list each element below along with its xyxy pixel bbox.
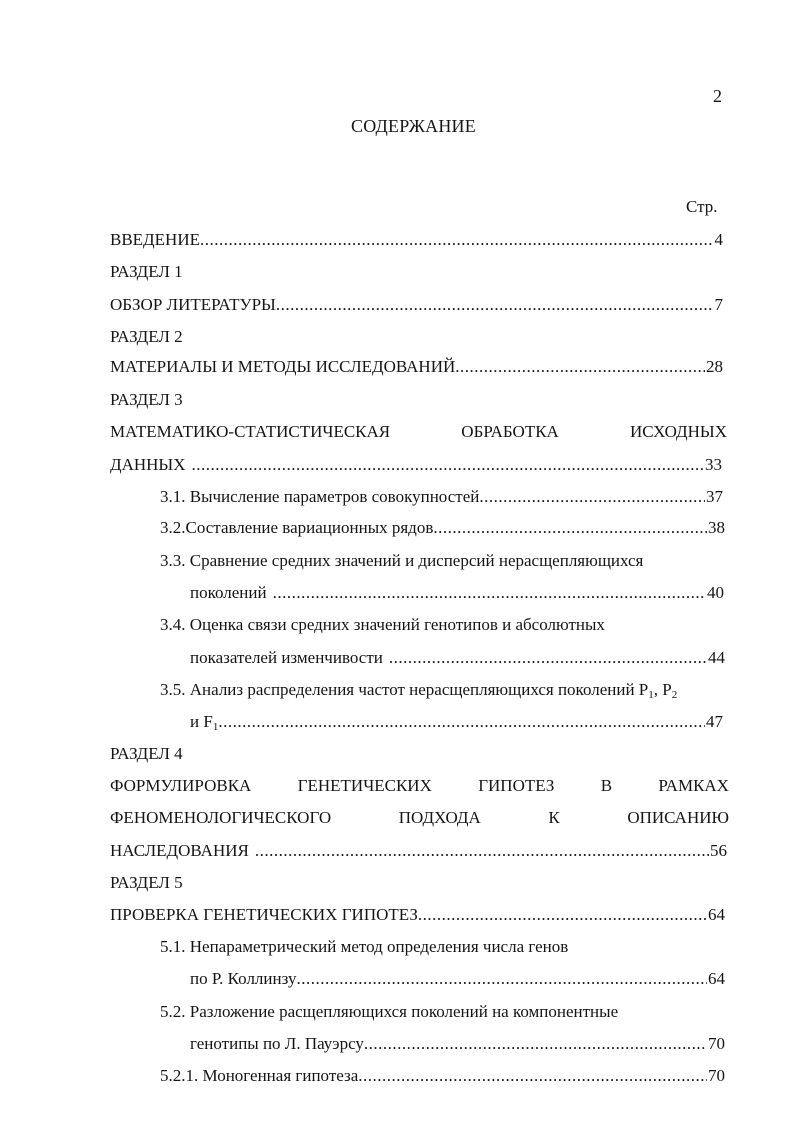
title-word: ОПИСАНИЮ	[627, 808, 729, 827]
toc-entry-title: ОБЗОР ЛИТЕРАТУРЫ	[110, 295, 276, 314]
toc-entry-3-5-line1	[160, 678, 677, 702]
toc-entry-section-3	[110, 453, 722, 477]
page-column-label: Стр.	[686, 197, 718, 216]
title-word: ФОРМУЛИРОВКА	[110, 776, 252, 795]
section-2-label: РАЗДЕЛ 2	[110, 327, 183, 346]
toc-entry-5-2	[190, 1032, 725, 1056]
entry-text: , P	[653, 680, 672, 699]
title-word: РАМКАХ	[658, 776, 729, 795]
title-word: ПОДХОДА	[398, 808, 481, 827]
title-word: К	[548, 808, 560, 827]
leader-dots	[276, 293, 714, 317]
toc-entry-3-1	[160, 485, 723, 509]
section-4-label: РАЗДЕЛ 4	[110, 744, 183, 763]
leader-dots	[200, 228, 714, 252]
subscript: 2	[671, 689, 678, 701]
toc-page-number: 64	[708, 905, 725, 924]
section-1-label: РАЗДЕЛ 1	[110, 262, 183, 281]
entry-text: и F	[190, 712, 213, 731]
leader-dots	[255, 839, 709, 863]
title-word: МАТЕМАТИКО-СТАТИСТИЧЕСКАЯ	[110, 422, 391, 441]
leader-dots	[433, 516, 707, 540]
toc-page-number: 40	[707, 583, 724, 602]
toc-entry-3-3-line1: 3.3. Сравнение средних значений и дисперсий нерасщепляющихся	[160, 551, 644, 570]
toc-page-number: 28	[706, 357, 723, 376]
toc-page-number: 37	[706, 487, 723, 506]
toc-page-number: 38	[708, 518, 725, 537]
leader-dots	[418, 903, 707, 927]
toc-entry-title: ДАННЫХ	[110, 455, 186, 474]
document-title: СОДЕРЖАНИЕ	[351, 116, 476, 136]
toc-entry-5-1	[190, 967, 725, 991]
toc-entry-title: 5.2.1. Моногенная гипотеза	[160, 1066, 359, 1085]
leader-dots	[479, 485, 705, 509]
toc-entry-title	[190, 710, 218, 734]
leader-dots	[389, 646, 707, 670]
toc-page-number: 7	[714, 295, 723, 314]
title-word: В	[600, 776, 613, 795]
toc-entry-5-2-line1: 5.2. Разложение расщепляющихся поколений на компонентные	[160, 1002, 619, 1021]
leader-dots	[192, 453, 704, 477]
toc-page-number: 33	[705, 455, 722, 474]
toc-page-number: 56	[710, 841, 727, 860]
entry-text: 3.5. Анализ распределения частот нерасщепляющихся поколений P	[160, 680, 649, 699]
leader-dots	[273, 581, 706, 605]
toc-entry-5-2-1	[160, 1064, 725, 1088]
toc-entry-3-4-line1: 3.4. Оценка связи средних значений генотипов и абсолютных	[160, 615, 605, 634]
toc-page-number: 44	[708, 648, 725, 667]
toc-entry-section-1	[110, 293, 723, 317]
section-4-title-line1	[110, 774, 729, 798]
section-5-label: РАЗДЕЛ 5	[110, 873, 183, 892]
title-word: ФЕНОМЕНОЛОГИЧЕСКОГО	[110, 808, 332, 827]
title-word: ГЕНЕТИЧЕСКИХ	[297, 776, 432, 795]
toc-page-number: 47	[706, 712, 723, 731]
subscript: 1	[212, 721, 219, 733]
toc-page-number: 4	[714, 230, 723, 249]
title-word: ГИПОТЕЗ	[478, 776, 555, 795]
toc-entry-section-5	[110, 903, 725, 927]
toc-entry-title: 3.2.Составление вариационных рядов	[160, 518, 434, 537]
toc-entry-intro	[110, 228, 723, 252]
title-word: ИСХОДНЫХ	[629, 422, 727, 441]
section-4-title-line2	[110, 806, 729, 830]
toc-entry-3-4	[190, 646, 725, 670]
toc-page-number: 70	[708, 1066, 725, 1085]
toc-entry-title: ВВЕДЕНИЕ	[110, 230, 200, 249]
toc-entry-title: показателей изменчивости	[190, 648, 383, 667]
toc-entry-5-1-line1: 5.1. Непараметрический метод определения числа генов	[160, 937, 569, 956]
page-number: 2	[713, 86, 722, 106]
section-3-title-line1	[110, 420, 727, 444]
leader-dots	[358, 1064, 707, 1088]
subscript: 1	[648, 689, 654, 701]
title-word: ОБРАБОТКА	[461, 422, 559, 441]
toc-entry-title: поколений	[190, 583, 267, 602]
toc-entry-3-2	[160, 516, 725, 540]
toc-entry-3-3	[190, 581, 724, 605]
toc-entry-title: по Р. Коллинзу	[190, 969, 297, 988]
section-3-label: РАЗДЕЛ 3	[110, 390, 183, 409]
leader-dots	[455, 355, 705, 379]
toc-entry-section-4	[110, 839, 727, 863]
toc-entry-3-5	[190, 710, 723, 734]
toc-entry-title: НАСЛЕДОВАНИЯ	[110, 841, 249, 860]
toc-page-number: 70	[708, 1034, 725, 1053]
toc-entry-title: 3.1. Вычисление параметров совокупностей	[160, 487, 480, 506]
toc-entry-title: МАТЕРИАЛЫ И МЕТОДЫ ИССЛЕДОВАНИЙ	[110, 357, 456, 376]
toc-entry-title: генотипы по Л. Пауэрсу	[190, 1034, 364, 1053]
toc-page-number: 64	[708, 969, 725, 988]
leader-dots	[364, 1032, 707, 1056]
toc-entry-title: ПРОВЕРКА ГЕНЕТИЧЕСКИХ ГИПОТЕЗ	[110, 905, 418, 924]
leader-dots	[296, 967, 707, 991]
toc-entry-section-2	[110, 355, 723, 379]
leader-dots	[218, 710, 705, 734]
